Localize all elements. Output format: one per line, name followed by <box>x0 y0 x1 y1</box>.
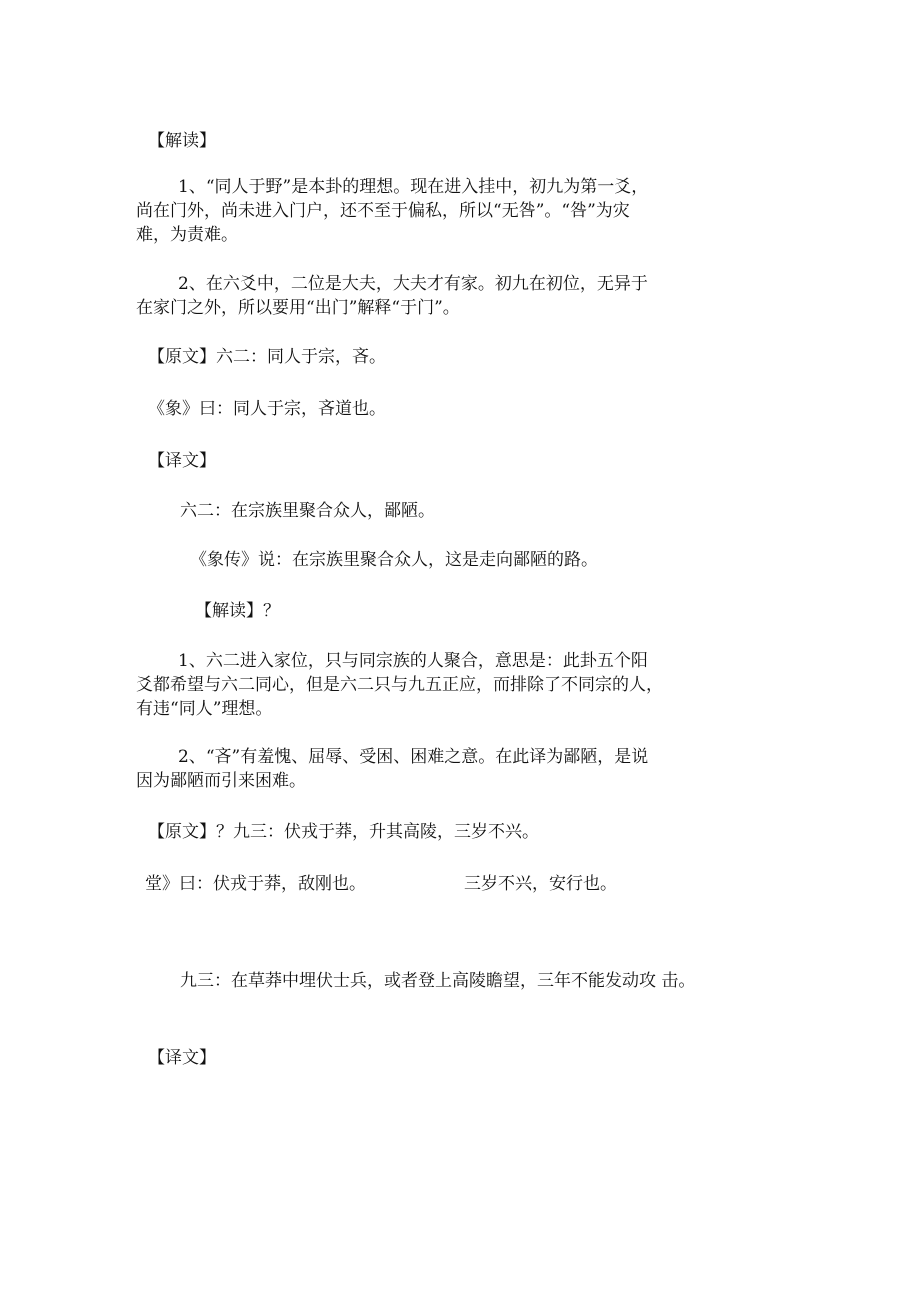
paragraph-line: 1、“同人于野”是本卦的理想。现在进入挂中，初九为第一爻， <box>178 177 649 197</box>
paragraph-line: 在家门之外，所以要用“出门”解释“于门”。 <box>136 298 460 318</box>
heading-translation: 【译文】 <box>148 451 216 471</box>
paragraph-line: 因为鄙陋而引来困难。 <box>136 771 306 791</box>
paragraph-line: 爻都希望与六二同心，但是六二只与九五正应，而排除了不同宗的人， <box>136 675 663 695</box>
original-text-line: 【原文】？九三：伏戎于莽，升其高陵，三岁不兴。 <box>148 822 539 842</box>
paragraph-line: 2、“吝”有羞愧、屈辱、受困、困难之意。在此译为鄙陋，是说 <box>178 747 649 767</box>
translation-line: 《象传》说：在宗族里聚合众人，这是走向鄙陋的路。 <box>190 550 598 570</box>
paragraph-line: 尚在门外，尚未进入门户，还不至于偏私，所以“无咎”。“咎”为灾 <box>136 201 630 221</box>
paragraph-line: 1、六二进入家位，只与同宗族的人聚合，意思是：此卦五个阳 <box>178 651 648 671</box>
paragraph-line: 有违“同人”理想。 <box>136 699 273 719</box>
xiang-line: 三岁不兴，安行也。 <box>464 874 617 894</box>
paragraph-line: 2、在六爻中，二位是大夫，大夫才有家。初九在初位，无异于 <box>178 274 648 294</box>
translation-line: 六二：在宗族里聚合众人，鄙陋。 <box>180 501 435 521</box>
heading-translation: 【译文】 <box>148 1048 216 1068</box>
heading-interpretation: 【解读】 <box>148 131 216 151</box>
heading-interpretation: 【解读】？ <box>195 601 280 621</box>
xiang-line: 《象》曰：同人于宗，吝道也。 <box>148 399 386 419</box>
paragraph-line: 难，为责难。 <box>136 225 238 245</box>
translation-line: 九三：在草莽中埋伏士兵，或者登上高陵瞻望，三年不能发动攻 击。 <box>180 971 696 991</box>
original-text-line: 【原文】六二：同人于宗，吝。 <box>148 347 386 367</box>
xiang-line: 堂》曰：伏戎于莽，敌刚也。 <box>145 874 366 894</box>
